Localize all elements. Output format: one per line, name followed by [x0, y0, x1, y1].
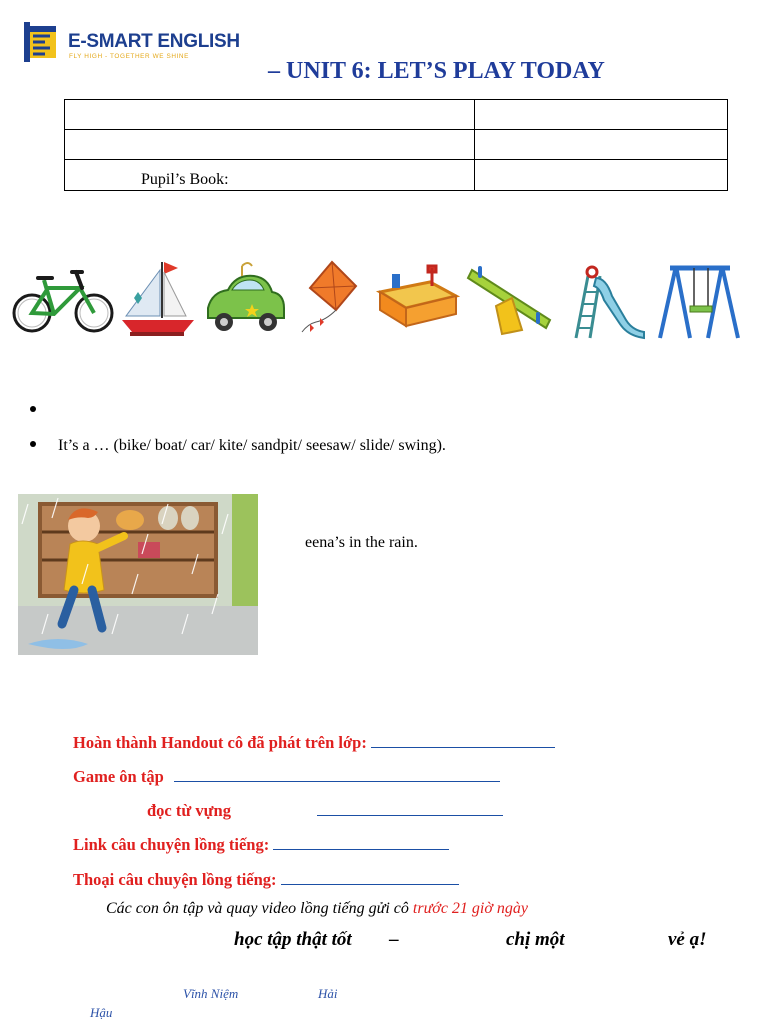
homework-handout — [73, 733, 555, 753]
story-dialogue-label: Thoại câu chuyện lồng tiếng: — [73, 870, 277, 889]
story-link-answer-line[interactable] — [273, 835, 449, 850]
signature-name-1: Vĩnh Niệm — [183, 986, 239, 1001]
story-dialogue-answer-line[interactable] — [281, 870, 459, 885]
table-row — [65, 160, 728, 191]
note-deadline: trước 21 giờ ngày — [412, 900, 529, 917]
pupils-book-label: Pupil’s Book: — [65, 160, 475, 191]
table-cell — [65, 130, 475, 160]
story-caption: eena’s in the rain. — [305, 534, 418, 551]
info-table — [64, 99, 728, 191]
table-cell — [475, 160, 728, 191]
table-cell — [475, 130, 728, 160]
story-illustration — [18, 494, 258, 655]
table-row — [65, 130, 728, 160]
signature-name-3: Hậu — [90, 1005, 113, 1020]
homework-story-link — [73, 835, 449, 855]
bike-icon — [10, 258, 116, 342]
bullet-text: It’s a … (bike/ boat/ car/ kite/ sandpit/ seesaw/ slide/ swing). — [58, 437, 446, 454]
unit-title: – UNIT 6: LET’S PLAY TODAY — [268, 58, 605, 84]
handout-answer-line[interactable] — [371, 733, 555, 748]
car-icon — [202, 258, 288, 342]
table-cell — [475, 100, 728, 130]
kite-icon — [296, 258, 360, 342]
vocab-label: đọc từ vựng — [147, 801, 231, 820]
homework-story-dialogue — [73, 870, 459, 890]
brand-name: E-SMART ENGLISH — [68, 31, 240, 52]
bullet-item-1 — [30, 402, 58, 420]
cheer-part-1: học tập thật tốt — [234, 929, 352, 950]
bullet-dot — [30, 406, 36, 412]
table-row — [65, 100, 728, 130]
vocab-answer-line[interactable] — [317, 801, 503, 816]
brand-tagline: FLY HIGH - TOGETHER WE SHINE — [69, 53, 190, 60]
slide-icon — [566, 258, 646, 342]
signature-name-2: Hải — [318, 986, 338, 1001]
logo-mark-icon — [24, 22, 60, 62]
game-answer-line[interactable] — [174, 767, 500, 782]
bullet-dot — [30, 441, 36, 447]
story-link-label: Link câu chuyện lồng tiếng: — [73, 835, 270, 854]
seesaw-icon — [466, 258, 556, 342]
toys-row — [10, 258, 758, 342]
sandpit-icon — [374, 258, 460, 342]
cheer-part-2: chị một — [506, 929, 565, 950]
bullet-item-2 — [30, 437, 446, 455]
instruction-note — [106, 900, 528, 918]
swing-icon — [656, 258, 742, 342]
game-label: Game ôn tập — [73, 767, 164, 786]
handout-label: Hoàn thành Handout cô đã phát trên lớp: — [73, 733, 367, 752]
homework-vocab — [147, 801, 503, 821]
cheer-part-3: vẻ ạ! — [668, 929, 707, 950]
brand-logo — [24, 22, 240, 66]
boat-icon — [120, 258, 196, 342]
note-text: Các con ôn tập và quay video lồng tiếng gửi cô — [106, 900, 409, 917]
cheer-dash: – — [389, 929, 399, 950]
homework-game — [73, 767, 500, 787]
table-cell — [65, 100, 475, 130]
